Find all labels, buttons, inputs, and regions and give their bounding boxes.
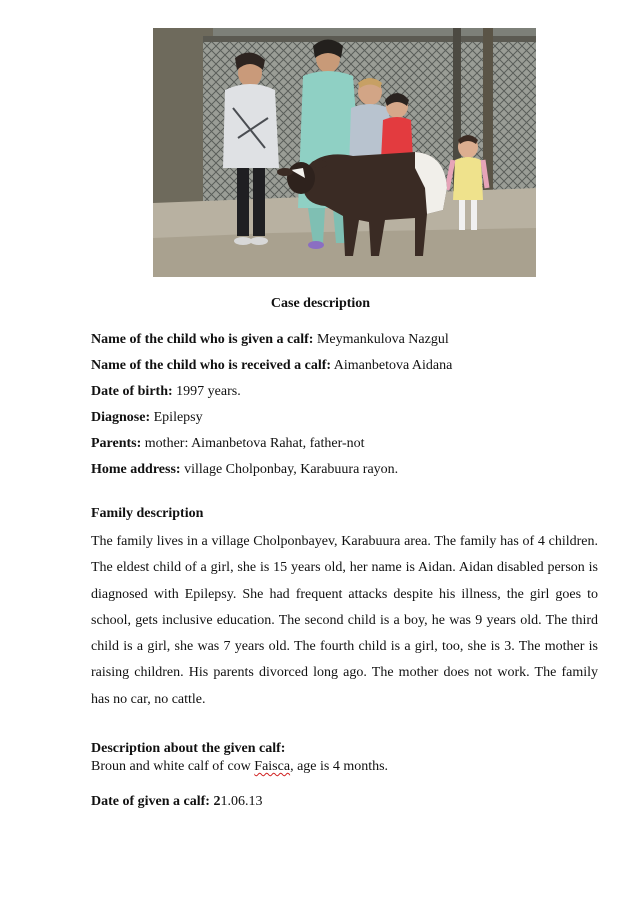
field-date-given <box>91 793 262 811</box>
family-description-text: The family lives in a village Cholponbayev, Karabuura area. The family has of 4 children. The eldest child of a girl, she is 15 years old, her name is Aidan. Aidan disabled person is diagnosed with Epilepsy. She had frequent attacks despite his illness, the girl goes to school, gets inclusive education. The second child is a boy, he was 9 years old. The third child is a girl, she was 7 years old. The fourth child is a girl, too, she is 3. The mother is raising children. His parents divorced long ago. The mother does not work. The family has no car, no cattle. <box>91 534 598 707</box>
photo-illustration <box>153 28 536 277</box>
field-label: Name of the child who is received a calf: <box>91 358 332 373</box>
field-value: Aimanbetova Aidana <box>331 358 453 373</box>
calf-description-heading: Description about the given calf: <box>91 741 286 756</box>
field-label: Diagnose: <box>91 410 151 425</box>
field-value: mother: Aimanbetova Rahat, father-not <box>141 436 365 451</box>
field-value: Meymankulova Nazgul <box>313 332 449 347</box>
field-value: Epilepsy <box>150 410 203 425</box>
field-value: village Cholponbay, Karabuura rayon. <box>180 462 399 477</box>
field-label: Name of the child who is given a calf: <box>91 332 314 347</box>
family-calf-photo <box>153 28 536 277</box>
field-date-of-birth <box>91 383 241 401</box>
calf-description-text <box>91 759 388 775</box>
field-home-address <box>91 461 398 479</box>
calf-text-after: , age is 4 months. <box>290 759 389 774</box>
field-giver-name <box>91 331 449 349</box>
field-label: Parents: <box>91 436 142 451</box>
field-diagnose <box>91 409 203 427</box>
date-given-value-rest: 1.06.13 <box>220 794 263 809</box>
field-value: 1997 years. <box>172 384 241 399</box>
misspelled-word: Faisca <box>254 759 291 774</box>
field-parents <box>91 435 365 453</box>
field-receiver-name <box>91 357 452 375</box>
date-given-label: Date of given a calf: <box>91 794 214 809</box>
field-label: Home address: <box>91 462 181 477</box>
family-description-heading: Family description <box>91 506 204 521</box>
field-label: Date of birth: <box>91 384 173 399</box>
calf-text-before: Broun and white calf of cow <box>91 759 255 774</box>
case-description-title: Case description <box>270 296 371 311</box>
date-given-value-bold: 2 <box>213 794 221 809</box>
